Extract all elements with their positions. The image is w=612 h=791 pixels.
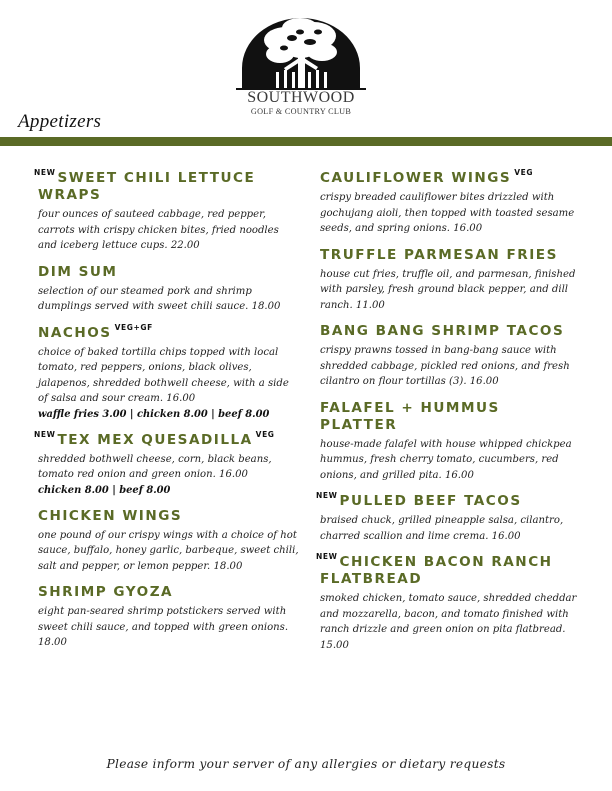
item-title xyxy=(38,584,300,601)
diet-badge: VEG xyxy=(255,429,275,439)
menu-item xyxy=(320,323,582,390)
menu-item xyxy=(320,247,582,314)
item-title xyxy=(320,170,582,187)
item-addons: waffle fries 3.00 | chicken 8.00 | beef 8.00 xyxy=(38,408,270,420)
item-title xyxy=(316,491,582,510)
item-title xyxy=(320,247,582,264)
item-title xyxy=(320,400,582,434)
item-name: NACHOS xyxy=(38,324,112,341)
item-name: FALAFEL + HUMMUS PLATTER xyxy=(320,399,500,433)
new-badge: NEW xyxy=(34,168,56,177)
menu-item xyxy=(38,508,300,575)
left-column xyxy=(34,168,300,661)
menu-item xyxy=(34,429,300,498)
item-description: crispy prawns tossed in bang-bang sauce with shredded cabbage, pickled red onions, and fresh cilantro on flour tortillas (3). 16.00 xyxy=(320,345,570,387)
item-description: house-made falafel with house whipped chickpea hummus, fresh cherry tomato, cucumbers, red onions, and grilled pita. 16.00 xyxy=(320,438,572,481)
club-logo xyxy=(226,10,376,118)
section-title: Appetizers xyxy=(18,111,102,132)
item-title xyxy=(320,323,582,340)
item-name: CAULIFLOWER WINGS xyxy=(320,170,512,186)
item-name: PULLED BEEF TACOS xyxy=(339,493,522,509)
item-description: house cut fries, truffle oil, and parmesan, finished with parsley, fresh ground black pepper, and dill ranch. 11.00 xyxy=(320,268,576,311)
menu-item xyxy=(38,322,300,422)
item-name: SHRIMP GYOZA xyxy=(38,584,174,600)
item-title xyxy=(34,429,300,449)
item-description: crispy breaded cauliflower bites drizzled with gochujang aioli, then topped with toasted sesame seeds, and spring onions. 16.00 xyxy=(320,192,575,234)
item-description: one pound of our crispy wings with a choice of hot sauce, buffalo, honey garlic, barbeque, sweet chili, salt and pepper, or lemon pepper. 18.00 xyxy=(38,529,299,572)
menu-item xyxy=(316,552,582,653)
item-description: four ounces of sauteed cabbage, red pepper, carrots with crispy chicken bites, fried noodles and iceberg lettuce cups. 22.00 xyxy=(38,209,279,251)
item-description: braised chuck, grilled pineapple salsa, cilantro, charred scallion and lime crema. 16.00 xyxy=(320,515,564,542)
item-description: shredded bothwell cheese, corn, black beans, tomato red onion and green onion. 16.00 xyxy=(38,453,272,480)
item-addons: chicken 8.00 | beef 8.00 xyxy=(38,484,171,496)
item-title xyxy=(38,322,300,342)
menu-item xyxy=(38,584,300,651)
item-name: BANG BANG SHRIMP TACOS xyxy=(320,323,565,339)
club-subtitle: GOLF & COUNTRY CLUB xyxy=(250,107,352,116)
menu-item xyxy=(38,264,300,315)
item-description: smoked chicken, tomato sauce, shredded cheddar and mozzarella, bacon, and tomato finished with ranch drizzle and green onion on pita flatbread. 15.00 xyxy=(320,593,577,651)
menu-item xyxy=(320,400,582,484)
diet-badge: VEG xyxy=(514,168,534,177)
new-badge: NEW xyxy=(34,429,56,439)
item-title xyxy=(316,552,582,588)
item-description: eight pan-seared shrimp potstickers served with sweet chili sauce, and topped with green onions. 18.00 xyxy=(38,606,289,648)
menu-item xyxy=(320,170,582,237)
item-name: TRUFFLE PARMESAN FRIES xyxy=(320,246,558,263)
item-name: SWEET CHILI LETTUCE WRAPS xyxy=(38,170,256,203)
tree-arch-logo-icon xyxy=(226,10,376,90)
item-name: CHICKEN BACON RANCH FLATBREAD xyxy=(320,554,553,587)
item-name: CHICKEN WINGS xyxy=(38,507,183,524)
new-badge: NEW xyxy=(316,491,338,500)
right-column xyxy=(316,168,582,663)
menu-item xyxy=(34,168,300,254)
allergy-notice: Please inform your server of any allergies or dietary requests xyxy=(106,757,506,771)
item-title xyxy=(34,168,300,204)
menu-item xyxy=(316,491,582,544)
item-name: TEX MEX QUESADILLA xyxy=(57,431,253,448)
item-name: DIM SUM xyxy=(38,263,118,280)
new-badge: NEW xyxy=(316,552,338,561)
club-name: SOUTHWOOD xyxy=(247,89,355,106)
item-title xyxy=(38,508,300,525)
diet-badge: VEG+GF xyxy=(114,322,153,332)
item-title xyxy=(38,264,300,281)
item-description: selection of our steamed pork and shrimp dumplings served with sweet chili sauce. 18.00 xyxy=(38,285,281,312)
item-description: choice of baked tortilla chips topped with local tomato, red peppers, onions, black olives, jalapenos, shredded bothwell cheese, with a side of salsa and sour cream. 16.00 xyxy=(38,346,289,404)
divider-bar xyxy=(0,137,612,146)
